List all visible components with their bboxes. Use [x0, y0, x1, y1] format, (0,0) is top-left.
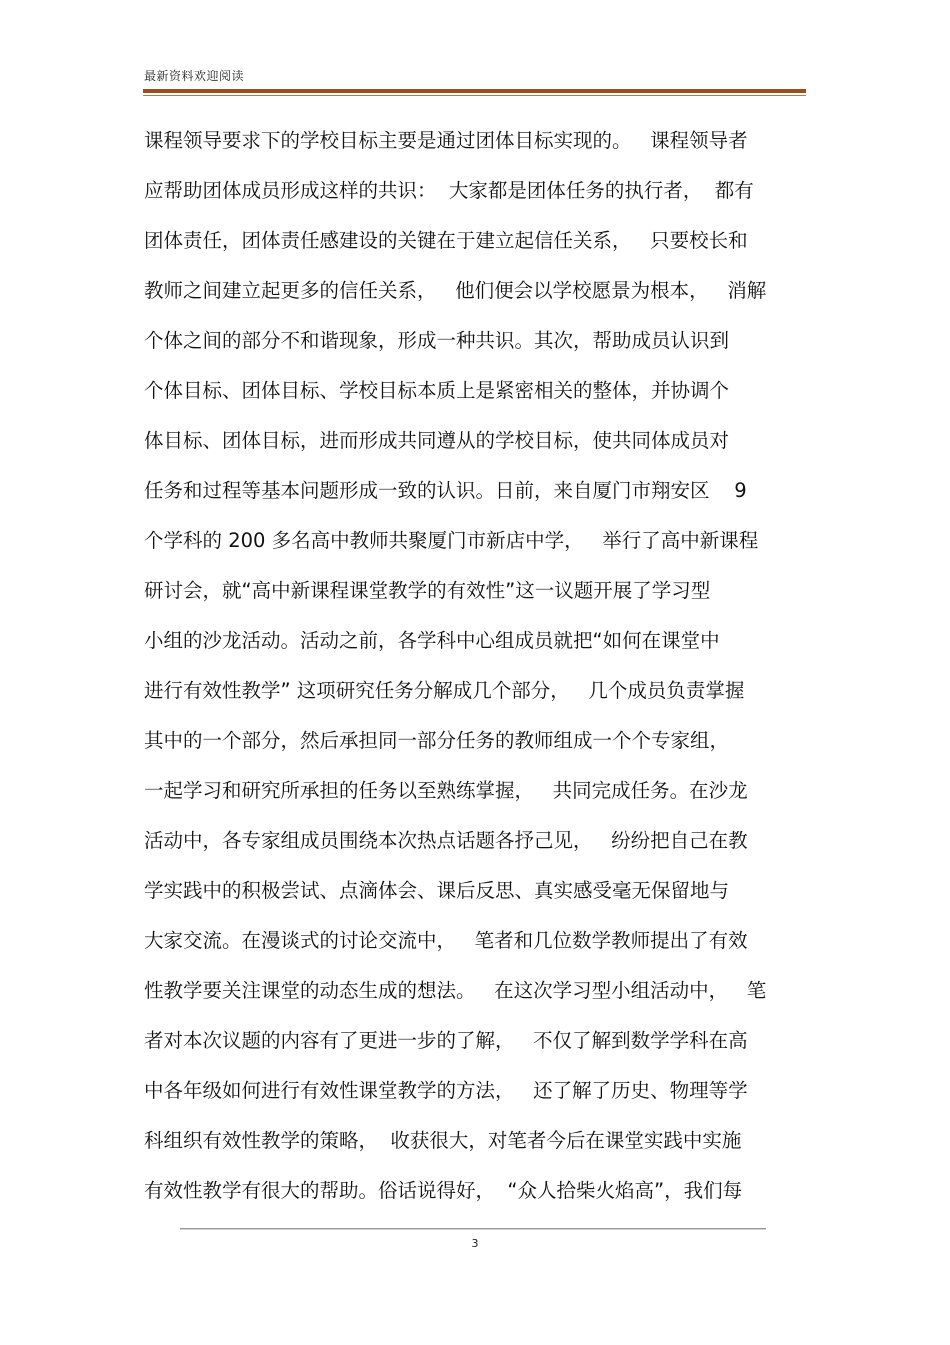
body-line: 其中的一个部分，然后承担同一部分任务的教师组成一个个专家组，	[144, 729, 730, 752]
body-line: 小组的沙龙活动。活动之前，各学科中心组成员就把“如何在课堂中	[144, 629, 720, 652]
body-line: 学实践中的积极尝试、点滴体会、课后反思、真实感受毫无保留地与	[144, 879, 730, 902]
body-line: 活动中，各专家组成员围绕本次热点话题各抒己见， 纷纷把自己在教	[144, 829, 748, 852]
body-line: 应帮助团体成员形成这样的共识： 大家都是团体任务的执行者， 都有	[144, 179, 754, 202]
body-line: 有效性教学有很大的帮助。俗话说得好， “众人拾柴火焰高”，我们每	[144, 1179, 743, 1202]
header-divider-thick	[143, 89, 806, 93]
document-body	[144, 120, 809, 1220]
running-header: 最新资料欢迎阅读	[144, 69, 245, 83]
body-line: 科组织有效性教学的策略， 收获很大，对笔者今后在课堂实践中实施	[144, 1129, 742, 1152]
body-line: 任务和过程等基本问题形成一致的认识。日前，来自厦门市翔安区 9	[144, 479, 747, 502]
header-divider-thin	[143, 95, 806, 96]
body-line: 团体责任，团体责任感建设的关键在于建立起信任关系， 只要校长和	[144, 229, 748, 252]
body-line: 大家交流。在漫谈式的讨论交流中， 笔者和几位数学教师提出了有效	[144, 929, 748, 952]
body-line: 中各年级如何进行有效性课堂教学的方法， 还了解了历史、物理等学	[144, 1079, 748, 1102]
body-line: 性教学要关注课堂的动态生成的想法。 在这次学习型小组活动中， 笔	[144, 979, 767, 1002]
body-line: 个体目标、团体目标、学校目标本质上是紧密相关的整体，并协调个	[144, 379, 730, 402]
body-line: 个学科的 200 多名高中教师共聚厦门市新店中学， 举行了高中新课程	[144, 529, 759, 552]
body-line: 研讨会，就“高中新课程课堂教学的有效性”这一议题开展了学习型	[144, 579, 711, 602]
body-line: 进行有效性教学” 这项研究任务分解成几个部分， 几个成员负责掌握	[144, 679, 745, 702]
page-number: 3	[471, 1237, 479, 1250]
body-line: 教师之间建立起更多的信任关系， 他们便会以学校愿景为根本， 消解	[144, 279, 767, 302]
body-line: 者对本次议题的内容有了更进一步的了解， 不仅了解到数学学科在高	[144, 1029, 748, 1052]
body-line: 体目标、团体目标，进而形成共同遵从的学校目标，使共同体成员对	[144, 429, 730, 452]
footer-divider	[180, 1228, 766, 1230]
body-line: 一起学习和研究所承担的任务以至熟练掌握， 共同完成任务。在沙龙	[144, 779, 748, 802]
body-line: 课程领导要求下的学校目标主要是通过团体目标实现的。 课程领导者	[144, 129, 748, 152]
body-line: 个体之间的部分不和谐现象，形成一种共识。其次，帮助成员认识到	[144, 329, 730, 352]
